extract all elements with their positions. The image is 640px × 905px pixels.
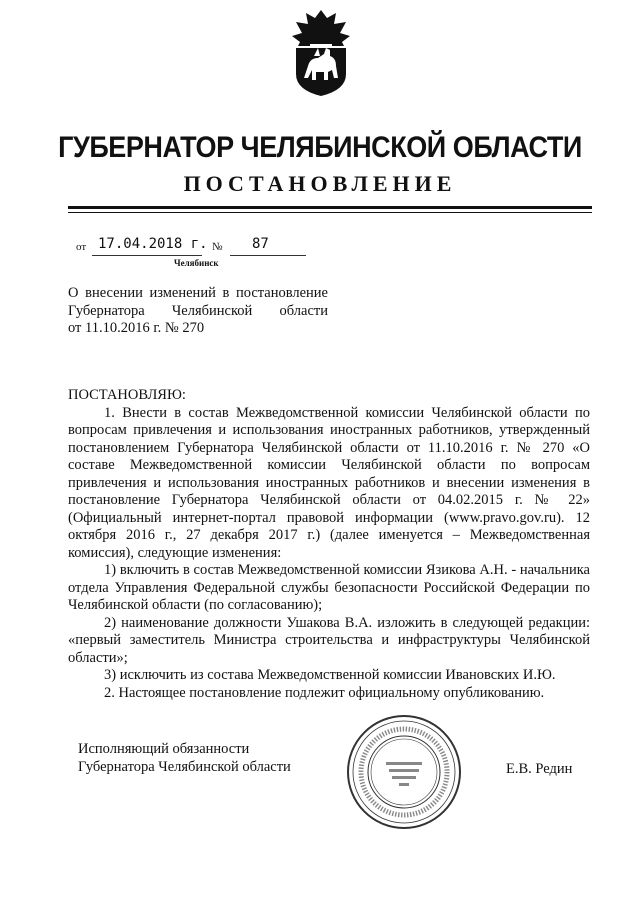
topic-line: О внесении изменений в постановление [68, 285, 328, 301]
document-body [68, 387, 590, 702]
page-title: ГУБЕРНАТОР ЧЕЛЯБИНСКОЙ ОБЛАСТИ [58, 131, 582, 164]
topic-line: от 11.10.2016 г. № 270 [68, 320, 205, 336]
signatory-name: Е.В. Редин [506, 761, 573, 777]
date-underline [92, 255, 202, 256]
header-divider-thin [68, 212, 592, 213]
chelyabinsk-coat-of-arms-icon [290, 8, 352, 98]
signatory-position-line: Губернатора Челябинской области [78, 758, 291, 775]
document-type: ПОСТАНОВЛЕНИЕ [183, 171, 457, 196]
paragraph: 2) наименование должности Ушакова В.А. изложить в следующей редакции: «первый заместитель Министра строительства и инфраструктуры Челябинской области»; [68, 614, 590, 666]
date-prefix: от [76, 241, 87, 253]
city-label: Челябинск [174, 258, 219, 268]
number-underline [230, 255, 306, 256]
number-prefix: № [212, 241, 223, 253]
signatory-position [78, 741, 291, 776]
number-value: 87 [252, 236, 269, 252]
resolution-heading: ПОСТАНОВЛЯЮ: [68, 387, 186, 403]
paragraph: 1) включить в состав Межведомственной комиссии Язикова А.Н. - начальника отдела Управления Федеральной службы безопасности Российской Федерации по Челябинской области (по согласованию); [68, 562, 590, 613]
paragraph: 2. Настоящее постановление подлежит официальному опубликованию. [104, 684, 545, 701]
document-topic [68, 285, 328, 338]
topic-line: Губернатора Челябинской области [68, 302, 328, 319]
header-divider-thick [68, 206, 592, 209]
paragraph: 3) исключить из состава Межведомственной комиссии Ивановских И.Ю. [104, 667, 556, 683]
date-value: 17.04.2018 г. [98, 236, 208, 252]
paragraph: 1. Внести в состав Межведомственной комиссии Челябинской области по вопросам привлечения и использования иностранных работников, утвержденный постановлением Губернатора Челябинской области от 11.10.2016 г. № 270 «О составе Межведомственной комиссии Челябинской области по вопросам привлечения и использования иностранных работников и внесении изменения в постановление Губернатора Челябинской области от 04.02.2015 г. № 22» (Официальный интернет-портал правовой информации (www.pravo.gov.ru). 12 октября 2016 г., 27 декабря 2017 г.) (далее именуется – Межведомственная комиссия), следующие изменения: [68, 404, 590, 561]
official-round-seal-icon [344, 712, 464, 832]
signatory-position-line: Исполняющий обязанности [78, 741, 250, 757]
